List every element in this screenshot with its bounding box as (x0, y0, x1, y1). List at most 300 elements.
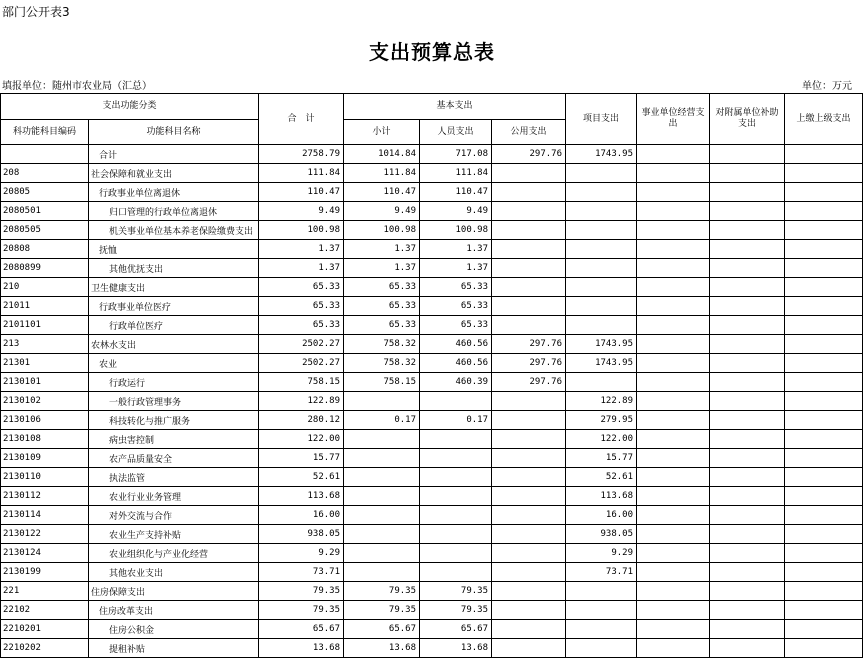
subtotal-cell: 79.35 (344, 582, 420, 601)
personnel-cell: 0.17 (420, 411, 492, 430)
project-cell: 52.61 (566, 468, 637, 487)
project-cell (566, 202, 637, 221)
personnel-cell: 79.35 (420, 582, 492, 601)
upper-header: 上缴上级支出 (785, 94, 863, 145)
public-cell (492, 506, 566, 525)
subtotal-cell: 65.33 (344, 278, 420, 297)
business-cell (637, 240, 710, 259)
subtotal-cell (344, 430, 420, 449)
code-cell: 2080505 (1, 221, 89, 240)
table-row (1, 373, 863, 392)
business-cell (637, 335, 710, 354)
public-cell (492, 449, 566, 468)
func-class-header: 支出功能分类 (1, 94, 259, 120)
code-cell: 2130102 (1, 392, 89, 411)
subtotal-cell: 758.32 (344, 335, 420, 354)
total-cell: 2758.79 (259, 145, 344, 164)
business-cell (637, 221, 710, 240)
table-row (1, 221, 863, 240)
name-cell: 行政事业单位离退休 (89, 183, 259, 202)
table-row (1, 620, 863, 639)
upper-cell (785, 582, 863, 601)
table-number-label: 部门公开表3 (2, 5, 70, 19)
personnel-cell: 1.37 (420, 259, 492, 278)
business-cell (637, 278, 710, 297)
budget-table (0, 93, 863, 658)
project-cell: 279.95 (566, 411, 637, 430)
code-cell: 20808 (1, 240, 89, 259)
public-cell: 297.76 (492, 145, 566, 164)
subtotal-cell (344, 525, 420, 544)
total-cell: 65.33 (259, 316, 344, 335)
subsidy-cell (710, 620, 785, 639)
upper-cell (785, 411, 863, 430)
subtotal-cell (344, 487, 420, 506)
personnel-cell: 460.56 (420, 335, 492, 354)
total-cell: 758.15 (259, 373, 344, 392)
code-cell: 21301 (1, 354, 89, 373)
subsidy-cell (710, 259, 785, 278)
upper-cell (785, 183, 863, 202)
public-cell (492, 278, 566, 297)
public-cell (492, 221, 566, 240)
subtotal-cell: 13.68 (344, 639, 420, 658)
subsidy-cell (710, 525, 785, 544)
total-cell: 52.61 (259, 468, 344, 487)
subsidy-cell (710, 297, 785, 316)
code-cell: 21011 (1, 297, 89, 316)
code-cell: 2130101 (1, 373, 89, 392)
table-row (1, 297, 863, 316)
project-cell (566, 221, 637, 240)
code-cell: 208 (1, 164, 89, 183)
name-cell: 归口管理的行政单位离退休 (89, 202, 259, 221)
personnel-cell: 65.33 (420, 278, 492, 297)
public-cell (492, 240, 566, 259)
code-cell: 2210201 (1, 620, 89, 639)
subsidy-cell (710, 278, 785, 297)
subtotal-cell: 65.67 (344, 620, 420, 639)
public-cell (492, 620, 566, 639)
subsidy-cell (710, 202, 785, 221)
upper-cell (785, 354, 863, 373)
subtotal-cell: 65.33 (344, 297, 420, 316)
personnel-cell: 65.33 (420, 297, 492, 316)
code-cell: 2130109 (1, 449, 89, 468)
personnel-cell: 65.67 (420, 620, 492, 639)
name-cell: 行政运行 (89, 373, 259, 392)
personnel-cell (420, 487, 492, 506)
subtotal-cell (344, 392, 420, 411)
reporting-unit: 填报单位：随州市农业局（汇总） (2, 81, 152, 92)
code-cell: 2080899 (1, 259, 89, 278)
public-cell (492, 164, 566, 183)
upper-cell (785, 316, 863, 335)
project-cell (566, 183, 637, 202)
upper-cell (785, 487, 863, 506)
upper-cell (785, 202, 863, 221)
name-cell: 农业生产支持补贴 (89, 525, 259, 544)
business-cell (637, 506, 710, 525)
project-cell (566, 601, 637, 620)
personnel-cell (420, 392, 492, 411)
total-cell: 9.29 (259, 544, 344, 563)
personnel-cell (420, 449, 492, 468)
subsidy-cell (710, 544, 785, 563)
name-cell: 住房保障支出 (89, 582, 259, 601)
total-cell: 110.47 (259, 183, 344, 202)
subtotal-cell: 9.49 (344, 202, 420, 221)
upper-cell (785, 506, 863, 525)
subsidy-cell (710, 506, 785, 525)
name-cell: 住房公积金 (89, 620, 259, 639)
public-cell (492, 563, 566, 582)
table-row (1, 316, 863, 335)
table-row (1, 164, 863, 183)
name-cell: 合计 (89, 145, 259, 164)
upper-cell (785, 259, 863, 278)
business-cell (637, 183, 710, 202)
business-cell (637, 202, 710, 221)
subsidy-cell (710, 392, 785, 411)
name-cell: 抚恤 (89, 240, 259, 259)
project-cell: 9.29 (566, 544, 637, 563)
total-cell: 15.77 (259, 449, 344, 468)
code-cell: 20805 (1, 183, 89, 202)
project-cell (566, 259, 637, 278)
project-cell: 1743.95 (566, 354, 637, 373)
subsidy-cell (710, 164, 785, 183)
table-row (1, 544, 863, 563)
business-cell (637, 487, 710, 506)
personnel-cell: 79.35 (420, 601, 492, 620)
upper-cell (785, 620, 863, 639)
project-cell: 113.68 (566, 487, 637, 506)
subtotal-cell: 79.35 (344, 601, 420, 620)
code-cell: 2130110 (1, 468, 89, 487)
table-row (1, 468, 863, 487)
business-cell (637, 449, 710, 468)
upper-cell (785, 449, 863, 468)
page-title: 支出预算总表 (369, 40, 495, 64)
total-cell: 2502.27 (259, 335, 344, 354)
name-cell: 机关事业单位基本养老保险缴费支出 (89, 221, 259, 240)
personnel-cell (420, 544, 492, 563)
subtotal-cell (344, 563, 420, 582)
personnel-cell: 65.33 (420, 316, 492, 335)
total-cell: 100.98 (259, 221, 344, 240)
subsidy-cell (710, 601, 785, 620)
personnel-cell (420, 506, 492, 525)
name-cell: 执法监管 (89, 468, 259, 487)
name-cell: 农产品质量安全 (89, 449, 259, 468)
upper-cell (785, 240, 863, 259)
code-cell (1, 145, 89, 164)
public-cell (492, 297, 566, 316)
upper-cell (785, 601, 863, 620)
subsidy-cell (710, 487, 785, 506)
project-cell (566, 620, 637, 639)
public-header: 公用支出 (492, 120, 566, 145)
project-cell (566, 164, 637, 183)
personnel-cell: 111.84 (420, 164, 492, 183)
subsidy-header: 对附属单位补助支出 (710, 94, 785, 145)
project-cell (566, 582, 637, 601)
upper-cell (785, 563, 863, 582)
personnel-cell (420, 468, 492, 487)
project-cell (566, 639, 637, 658)
table-row (1, 240, 863, 259)
total-cell: 280.12 (259, 411, 344, 430)
business-cell (637, 582, 710, 601)
upper-cell (785, 373, 863, 392)
table-row (1, 392, 863, 411)
business-header: 事业单位经营支出 (637, 94, 710, 145)
project-cell: 16.00 (566, 506, 637, 525)
subtotal-cell: 65.33 (344, 316, 420, 335)
project-cell: 73.71 (566, 563, 637, 582)
total-cell: 938.05 (259, 525, 344, 544)
table-row (1, 145, 863, 164)
project-cell (566, 316, 637, 335)
name-cell: 农林水支出 (89, 335, 259, 354)
public-cell (492, 259, 566, 278)
name-cell: 住房改革支出 (89, 601, 259, 620)
total-cell: 13.68 (259, 639, 344, 658)
public-cell (492, 525, 566, 544)
table-row (1, 563, 863, 582)
business-cell (637, 145, 710, 164)
table-row (1, 183, 863, 202)
upper-cell (785, 392, 863, 411)
name-cell: 其他农业支出 (89, 563, 259, 582)
name-cell: 提租补贴 (89, 639, 259, 658)
total-cell: 65.33 (259, 297, 344, 316)
business-cell (637, 563, 710, 582)
total-cell: 113.68 (259, 487, 344, 506)
upper-cell (785, 221, 863, 240)
business-cell (637, 354, 710, 373)
project-cell: 15.77 (566, 449, 637, 468)
total-cell: 73.71 (259, 563, 344, 582)
business-cell (637, 430, 710, 449)
subtotal-cell (344, 449, 420, 468)
total-cell: 1.37 (259, 259, 344, 278)
upper-cell (785, 164, 863, 183)
name-cell: 卫生健康支出 (89, 278, 259, 297)
project-cell: 122.00 (566, 430, 637, 449)
name-cell: 行政单位医疗 (89, 316, 259, 335)
name-cell: 社会保障和就业支出 (89, 164, 259, 183)
subtotal-cell: 1.37 (344, 240, 420, 259)
business-cell (637, 259, 710, 278)
code-cell: 2130114 (1, 506, 89, 525)
code-cell: 210 (1, 278, 89, 297)
personnel-cell: 9.49 (420, 202, 492, 221)
public-cell (492, 639, 566, 658)
table-row (1, 411, 863, 430)
public-cell (492, 487, 566, 506)
public-cell (492, 316, 566, 335)
public-cell: 297.76 (492, 354, 566, 373)
total-cell: 65.33 (259, 278, 344, 297)
upper-cell (785, 278, 863, 297)
subsidy-cell (710, 639, 785, 658)
personnel-cell: 1.37 (420, 240, 492, 259)
code-cell: 2130124 (1, 544, 89, 563)
code-header: 科功能科目编码 (1, 120, 89, 145)
personnel-cell: 460.56 (420, 354, 492, 373)
business-cell (637, 620, 710, 639)
subsidy-cell (710, 373, 785, 392)
business-cell (637, 373, 710, 392)
business-cell (637, 639, 710, 658)
subtotal-cell: 110.47 (344, 183, 420, 202)
code-cell: 2130108 (1, 430, 89, 449)
business-cell (637, 544, 710, 563)
table-row (1, 525, 863, 544)
project-cell: 938.05 (566, 525, 637, 544)
total-cell: 9.49 (259, 202, 344, 221)
public-cell: 297.76 (492, 335, 566, 354)
project-cell (566, 240, 637, 259)
upper-cell (785, 145, 863, 164)
upper-cell (785, 525, 863, 544)
public-cell (492, 202, 566, 221)
total-cell: 122.89 (259, 392, 344, 411)
personnel-cell: 460.39 (420, 373, 492, 392)
total-cell: 16.00 (259, 506, 344, 525)
subtotal-header: 小计 (344, 120, 420, 145)
subsidy-cell (710, 354, 785, 373)
name-cell: 病虫害控制 (89, 430, 259, 449)
table-row (1, 278, 863, 297)
public-cell (492, 544, 566, 563)
subtotal-cell: 1.37 (344, 259, 420, 278)
code-cell: 221 (1, 582, 89, 601)
subsidy-cell (710, 449, 785, 468)
subtotal-cell: 111.84 (344, 164, 420, 183)
business-cell (637, 316, 710, 335)
table-row (1, 354, 863, 373)
total-header: 合 计 (259, 94, 344, 145)
upper-cell (785, 544, 863, 563)
upper-cell (785, 335, 863, 354)
business-cell (637, 164, 710, 183)
subtotal-cell: 758.32 (344, 354, 420, 373)
personnel-cell (420, 563, 492, 582)
basic-header: 基本支出 (344, 94, 566, 120)
subsidy-cell (710, 145, 785, 164)
upper-cell (785, 297, 863, 316)
table-row (1, 430, 863, 449)
personnel-cell (420, 525, 492, 544)
business-cell (637, 392, 710, 411)
upper-cell (785, 468, 863, 487)
subtotal-cell: 100.98 (344, 221, 420, 240)
table-row (1, 449, 863, 468)
total-cell: 122.00 (259, 430, 344, 449)
business-cell (637, 525, 710, 544)
name-cell: 科技转化与推广服务 (89, 411, 259, 430)
subsidy-cell (710, 221, 785, 240)
subtotal-cell (344, 506, 420, 525)
name-cell: 一般行政管理事务 (89, 392, 259, 411)
code-cell: 213 (1, 335, 89, 354)
subtotal-cell (344, 468, 420, 487)
table-row (1, 202, 863, 221)
personnel-cell: 717.08 (420, 145, 492, 164)
code-cell: 2130199 (1, 563, 89, 582)
table-row (1, 639, 863, 658)
upper-cell (785, 639, 863, 658)
code-cell: 22102 (1, 601, 89, 620)
public-cell (492, 430, 566, 449)
name-cell: 行政事业单位医疗 (89, 297, 259, 316)
name-header: 功能科目名称 (89, 120, 259, 145)
subtotal-cell (344, 544, 420, 563)
business-cell (637, 468, 710, 487)
subtotal-cell: 758.15 (344, 373, 420, 392)
currency-unit: 单位：万元 (802, 81, 852, 92)
public-cell (492, 411, 566, 430)
code-cell: 2130112 (1, 487, 89, 506)
personnel-cell (420, 430, 492, 449)
name-cell: 农业组织化与产业化经营 (89, 544, 259, 563)
subsidy-cell (710, 335, 785, 354)
project-cell (566, 373, 637, 392)
public-cell: 297.76 (492, 373, 566, 392)
code-cell: 2210202 (1, 639, 89, 658)
total-cell: 79.35 (259, 601, 344, 620)
name-cell: 农业行业业务管理 (89, 487, 259, 506)
personnel-cell: 100.98 (420, 221, 492, 240)
subsidy-cell (710, 183, 785, 202)
public-cell (492, 468, 566, 487)
table-row (1, 335, 863, 354)
personnel-cell: 110.47 (420, 183, 492, 202)
business-cell (637, 601, 710, 620)
business-cell (637, 411, 710, 430)
project-header: 项目支出 (566, 94, 637, 145)
project-cell: 1743.95 (566, 145, 637, 164)
subsidy-cell (710, 563, 785, 582)
code-cell: 2101101 (1, 316, 89, 335)
project-cell: 1743.95 (566, 335, 637, 354)
total-cell: 2502.27 (259, 354, 344, 373)
table-row (1, 601, 863, 620)
public-cell (492, 392, 566, 411)
project-cell: 122.89 (566, 392, 637, 411)
name-cell: 对外交流与合作 (89, 506, 259, 525)
public-cell (492, 601, 566, 620)
total-cell: 111.84 (259, 164, 344, 183)
subsidy-cell (710, 240, 785, 259)
public-cell (492, 183, 566, 202)
name-cell: 其他优抚支出 (89, 259, 259, 278)
total-cell: 65.67 (259, 620, 344, 639)
subsidy-cell (710, 411, 785, 430)
subsidy-cell (710, 430, 785, 449)
subsidy-cell (710, 468, 785, 487)
subsidy-cell (710, 316, 785, 335)
project-cell (566, 297, 637, 316)
project-cell (566, 278, 637, 297)
business-cell (637, 297, 710, 316)
subsidy-cell (710, 582, 785, 601)
name-cell: 农业 (89, 354, 259, 373)
table-row (1, 259, 863, 278)
